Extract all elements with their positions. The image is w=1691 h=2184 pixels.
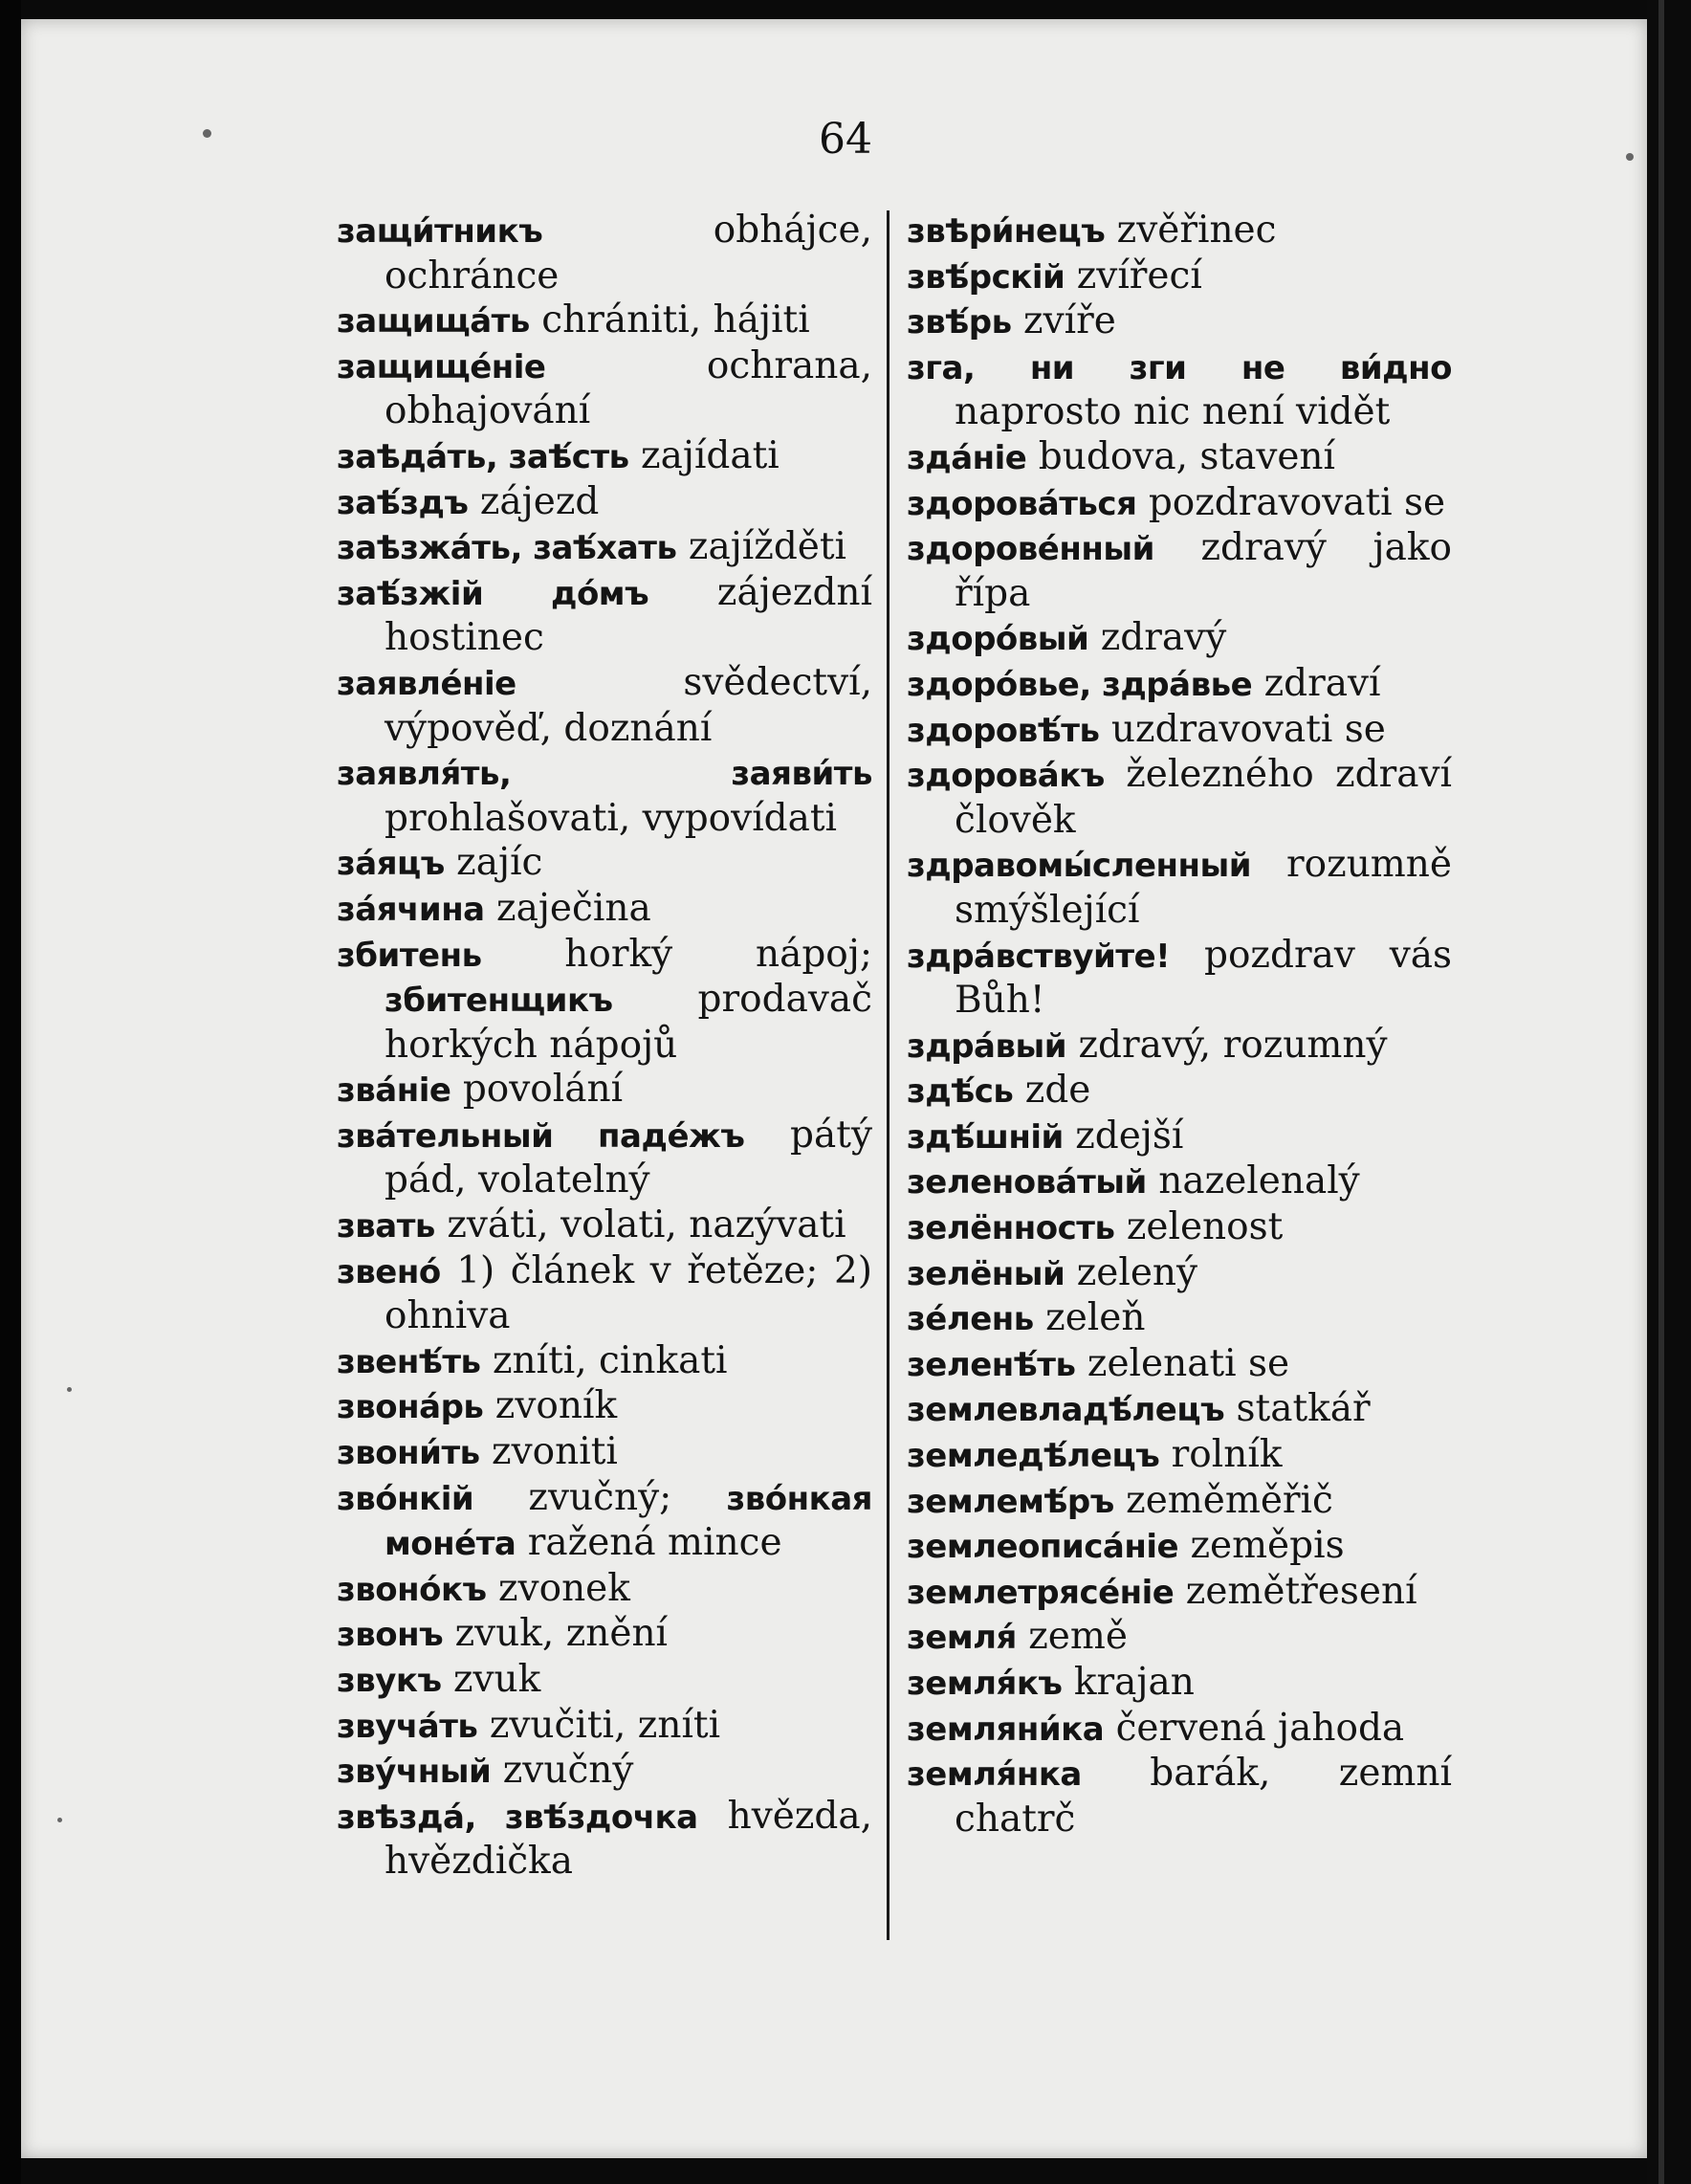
entry-headword: земледѣ́лецъ	[907, 1437, 1160, 1476]
dictionary-entry	[337, 661, 872, 751]
entry-headword: зелёный	[907, 1254, 1065, 1293]
entry-translation: zemětřesení	[1174, 1569, 1417, 1613]
entry-headword: зелённость	[907, 1209, 1115, 1248]
entry-headword: здѣ́шній	[907, 1117, 1064, 1157]
dictionary-entry	[907, 1024, 1452, 1070]
entry-translation: zvučný	[491, 1749, 634, 1793]
entry-headword: звѣ́рскій	[907, 257, 1065, 297]
dictionary-entry	[337, 1203, 872, 1249]
entry-headword: земляни́ка	[907, 1710, 1105, 1749]
dictionary-entry	[337, 841, 872, 887]
dictionary-entry	[907, 1707, 1452, 1753]
entry-headword: здоровѣ́ть	[907, 711, 1100, 750]
entry-headword: здорове́нный	[907, 530, 1154, 569]
entry-translation: budova, stavení	[1026, 434, 1336, 478]
entry-headword: здоро́вый	[907, 620, 1089, 659]
entry-headword: здѣ́сь	[907, 1072, 1014, 1112]
entry-translation: 1) článek v řetěze; 2) ohniva	[384, 1248, 872, 1338]
speck	[67, 1387, 72, 1392]
entry-translation: zvěřinec	[1105, 209, 1277, 252]
entry-translation: zvuk, znění	[443, 1612, 669, 1656]
entry-headword: здорова́ться	[907, 484, 1137, 523]
entry-translation: chrániti, hájiti	[529, 298, 810, 342]
entry-headword: заѣда́ть, заѣ́сть	[337, 437, 629, 476]
entry-translation: zelenati se	[1075, 1341, 1290, 1385]
entry-translation: zdraví	[1252, 661, 1381, 705]
entry-headword: землевладѣ́лецъ	[907, 1391, 1225, 1430]
dictionary-entry	[907, 481, 1452, 527]
entry-translation: ochrana, obhajování	[384, 343, 872, 433]
dictionary-entry	[337, 1339, 872, 1385]
entry-headword: зво́нкая моне́та	[384, 1479, 872, 1564]
dictionary-entry	[337, 1567, 872, 1613]
dictionary-entry	[907, 209, 1452, 254]
entry-translation: povolání	[450, 1068, 624, 1112]
entry-translation: zdejší	[1063, 1114, 1184, 1158]
entry-headword: земля́	[907, 1619, 1017, 1658]
dictionary-entry	[907, 345, 1452, 435]
scan-left-edge	[0, 0, 21, 2184]
entry-translation: zvučiti, zníti	[477, 1703, 721, 1747]
entry-headword: заѣзжа́ть, заѣ́хать	[337, 529, 677, 568]
dictionary-entry	[907, 1570, 1452, 1616]
entry-headword: заявле́ніе	[337, 664, 516, 703]
entry-headword: зеленѣ́ть	[907, 1345, 1076, 1384]
dictionary-entry	[907, 1296, 1452, 1342]
dictionary-entry	[337, 1430, 872, 1476]
entry-headword: здра́вый	[907, 1026, 1067, 1066]
dictionary-entry	[907, 1479, 1452, 1525]
dictionary-entry	[907, 1114, 1452, 1160]
column-divider	[887, 210, 889, 1940]
entry-translation: země	[1016, 1615, 1128, 1659]
entry-headword: здра́вствуйте!	[907, 937, 1171, 976]
entry-headword: здорова́къ	[907, 757, 1105, 796]
entry-headword: збитень	[337, 936, 482, 975]
entry-headword: звѣри́нецъ	[907, 212, 1106, 251]
entry-translation: zvoniti	[479, 1430, 618, 1474]
dictionary-entry	[337, 571, 872, 661]
dictionary-entry	[907, 299, 1452, 345]
entry-translation: zvuk	[441, 1658, 541, 1701]
dictionary-entry	[907, 1387, 1452, 1433]
dictionary-entry	[337, 1384, 872, 1430]
dictionary-entry	[337, 1114, 872, 1203]
dictionary-entry	[907, 616, 1452, 662]
entry-translation: červená jahoda	[1104, 1706, 1405, 1750]
entry-headword: звони́ть	[337, 1434, 480, 1473]
dictionary-entry	[337, 480, 872, 526]
entry-translation: zeleň	[1033, 1296, 1146, 1340]
dictionary-entry	[907, 1433, 1452, 1479]
entry-translation: obhájce, ochránce	[384, 209, 872, 298]
entry-headword: зва́ніе	[337, 1071, 451, 1111]
entry-translation: zníti, cinkati	[480, 1338, 728, 1382]
dictionary-entry	[337, 1476, 872, 1567]
entry-headword: звýчный	[337, 1753, 492, 1792]
entry-headword: звѣ́рь	[907, 303, 1012, 342]
entry-translation: zeměpis	[1178, 1524, 1345, 1568]
entry-headword: заѣ́здъ	[337, 483, 469, 522]
entry-headword: здоро́вье, здра́вье	[907, 665, 1253, 704]
dictionary-entry	[907, 1251, 1452, 1297]
dictionary-entry	[907, 1069, 1452, 1114]
entry-translation: naprosto nic není vidět	[955, 390, 1391, 434]
dictionary-entry	[337, 1612, 872, 1658]
dictionary-entry	[337, 751, 872, 841]
entry-translation: železného zdraví člověk	[955, 753, 1452, 842]
entry-translation: zajídati	[628, 433, 780, 477]
dictionary-entry	[907, 934, 1452, 1024]
entry-headword: звукъ	[337, 1662, 442, 1700]
right-column	[907, 209, 1452, 1842]
entry-translation: zájezd	[468, 479, 600, 523]
dictionary-entry	[907, 843, 1452, 933]
entry-translation: pátý pád, volatelný	[384, 1113, 872, 1202]
entry-headword: защи́тникъ	[337, 212, 543, 251]
entry-headword: звуча́ть	[337, 1707, 478, 1746]
dictionary-entry	[337, 209, 872, 298]
entry-headword: звать	[337, 1207, 435, 1246]
entry-translation: prodavač horkých nápojů	[384, 978, 872, 1067]
entry-translation: zdravý	[1088, 616, 1227, 660]
dictionary-entry	[337, 434, 872, 480]
entry-translation: zájezdní hostinec	[384, 570, 872, 660]
dictionary-entry	[907, 435, 1452, 481]
dictionary-entry	[337, 344, 872, 434]
entry-translation: zde	[1013, 1069, 1091, 1113]
entry-headword: звено́	[337, 1252, 441, 1291]
entry-translation: zvonek	[486, 1566, 630, 1610]
entry-translation: zvučný;	[473, 1475, 727, 1519]
entry-translation: zelený	[1065, 1250, 1198, 1294]
entry-translation: uzdravovati se	[1099, 707, 1386, 751]
entry-translation: statkář	[1224, 1387, 1371, 1431]
entry-headword: зво́нкій	[337, 1479, 474, 1518]
dictionary-entry	[907, 1205, 1452, 1251]
dictionary-entry	[907, 662, 1452, 708]
entry-translation: zdravý jako řípa	[955, 526, 1452, 615]
entry-translation: rolník	[1159, 1433, 1283, 1477]
entry-translation: zdravý, rozumný	[1066, 1023, 1388, 1067]
dictionary-entry	[907, 254, 1452, 300]
entry-headword: за́ячина	[337, 890, 485, 929]
entry-translation: horký nápoj;	[481, 932, 872, 976]
dictionary-entry	[907, 1524, 1452, 1570]
dictionary-entry	[337, 1068, 872, 1114]
entry-headword: защище́ніе	[337, 347, 546, 386]
entry-headword: за́яцъ	[337, 845, 445, 884]
dictionary-entry	[337, 1749, 872, 1795]
dictionary-entry	[907, 753, 1452, 843]
entry-headword: зга, ни зги не ви́дно	[907, 348, 1452, 387]
dictionary-entry	[337, 1249, 872, 1339]
dictionary-entry	[907, 1661, 1452, 1707]
entry-headword: звѣзда́, звѣ́здочка	[337, 1798, 698, 1837]
dictionary-entry	[337, 1704, 872, 1750]
entry-headword: збитенщикъ	[384, 982, 613, 1021]
entry-translation: zváti, volati, nazývati	[434, 1203, 846, 1247]
entry-translation: zelenost	[1114, 1205, 1284, 1249]
entry-translation: prohlašovati, vypovídati	[384, 796, 838, 840]
entry-translation: zajížděti	[676, 525, 847, 569]
page-number: 64	[819, 115, 872, 164]
dictionary-entry	[907, 1752, 1452, 1842]
entry-headword: землетрясе́ніе	[907, 1573, 1175, 1612]
entry-headword: защища́ть	[337, 302, 530, 342]
entry-translation: krajan	[1062, 1661, 1195, 1704]
dictionary-entry	[337, 298, 872, 344]
entry-headword: зе́лень	[907, 1300, 1034, 1339]
scan-right-edge	[1647, 0, 1691, 2184]
dictionary-entry	[907, 708, 1452, 754]
entry-translation: zaječina	[484, 886, 651, 930]
entry-headword: зда́ніе	[907, 438, 1027, 477]
entry-headword: звенѣ́ть	[337, 1342, 481, 1381]
entry-headword: зеленова́тый	[907, 1163, 1147, 1202]
scan-binding-line	[1658, 0, 1664, 2184]
entry-headword: звонъ	[337, 1616, 444, 1655]
entry-translation: zvoník	[483, 1384, 618, 1428]
dictionary-entry	[337, 525, 872, 571]
entry-translation: ražená mince	[516, 1521, 782, 1565]
entry-translation: rozumně smýšlející	[955, 843, 1452, 932]
entry-headword: звоно́къ	[337, 1570, 487, 1609]
entry-translation: hvězda, hvězdička	[384, 1794, 872, 1884]
dictionary-entry	[337, 1658, 872, 1704]
entry-translation: zvíře	[1011, 299, 1116, 343]
entry-headword: землемѣ́ръ	[907, 1482, 1114, 1521]
left-column	[337, 209, 872, 1885]
entry-headword: зва́тельный паде́жъ	[337, 1116, 745, 1156]
entry-translation: pozdrav vás Bůh!	[955, 933, 1452, 1023]
dictionary-entry	[337, 887, 872, 933]
entry-translation: zeměměřič	[1113, 1478, 1333, 1522]
entry-headword: здравомы́сленный	[907, 847, 1252, 886]
entry-headword: звона́рь	[337, 1388, 484, 1427]
entry-translation: zajíc	[444, 841, 543, 885]
entry-headword: заявля́ть, заяви́ть	[337, 755, 872, 794]
entry-translation: pozdravovati se	[1136, 480, 1446, 524]
entry-headword: земля́къ	[907, 1665, 1063, 1703]
entry-translation: zvířecí	[1065, 254, 1202, 298]
dictionary-entry	[907, 526, 1452, 616]
dictionary-entry	[907, 1615, 1452, 1661]
dictionary-entry	[337, 1795, 872, 1885]
dictionary-entry	[907, 1342, 1452, 1388]
entry-headword: земля́нка	[907, 1755, 1082, 1795]
dictionary-entry	[337, 933, 872, 1069]
entry-translation: svědectví, výpověď, doznání	[384, 660, 872, 750]
entry-translation: nazelenalý	[1146, 1159, 1360, 1203]
entry-headword: землеописа́ніе	[907, 1528, 1179, 1567]
dictionary-entry	[907, 1159, 1452, 1205]
entry-headword: заѣ́зжій до́мъ	[337, 574, 649, 613]
entry-translation: barák, zemní chatrč	[955, 1752, 1452, 1841]
speck	[57, 1818, 62, 1822]
